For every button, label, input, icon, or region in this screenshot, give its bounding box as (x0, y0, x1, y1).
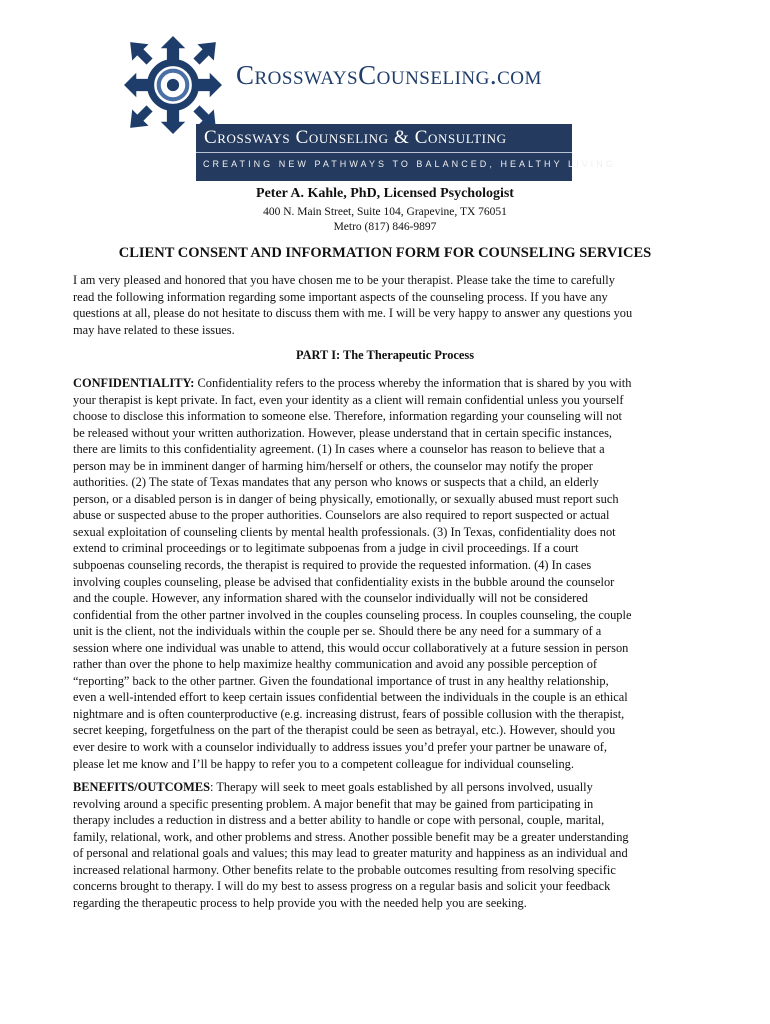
intro-paragraph (73, 272, 703, 338)
confidentiality-line: and the couple. However, any information shared with the counselor individually will not be considered (73, 591, 588, 606)
benefits-line: family, relational, work, and other problems and stress. Another possible benefit may be a greater understanding (73, 829, 629, 844)
benefits-heading: BENEFITS/OUTCOMES (73, 780, 211, 794)
benefits-line: increased relational harmony. Other benefits relate to the probable outcomes resulting from resolving specific (73, 862, 616, 877)
confidentiality-line: person, or a disabled person is in danger of being physically, emotionally, or sexually abused must report such (73, 491, 619, 506)
crossways-logo-icon (122, 34, 224, 136)
banner-divider (196, 152, 572, 153)
office-address: 400 N. Main Street, Suite 104, Grapevine, TX 76051 (263, 206, 507, 218)
confidentiality-line: your therapist is kept private. In fact, even your identity as a client will remain confidential unless you yourself (73, 392, 624, 407)
confidentiality-line: involving couples counseling, please be advised that confidentiality exists in the bubble around the counselor (73, 574, 615, 589)
confidentiality-paragraph (73, 375, 703, 772)
psychologist-name: Peter A. Kahle, PhD, Licensed Psychologist (256, 186, 514, 201)
confidentiality-line: there are limits to this confidentiality agreement. (1) In cases where a counselor has reason to believe that a (73, 442, 605, 457)
confidentiality-line: please let me know and I’ll be happy to refer you to a competent colleague for individual counseling. (73, 756, 574, 771)
confidentiality-line: choose to disclose this information to someone else. Therefore, information regarding your counseling will not (73, 409, 622, 424)
confidentiality-line: sexual exploitation of counseling clients by mental health professionals. (3) In Texas, confidentiality does not (73, 524, 616, 539)
site-name: CrosswaysCounseling.com (236, 60, 542, 90)
banner-title: Crossways Counseling & Consulting (204, 127, 507, 148)
benefits-text: : Therapy will seek to meet goals established by all persons involved, usually (210, 780, 593, 794)
benefits-paragraph (73, 779, 703, 911)
intro-line: read the following information regarding some important aspects of the counseling process. If you have any (73, 289, 608, 304)
confidentiality-line: even a well-intended effort to keep certain issues confidential between the individuals in the couple is an ethical (73, 690, 628, 705)
benefits-line: regarding the therapeutic process to help provide you with the needed help you are seeking. (73, 895, 527, 910)
confidentiality-line: session where one individual was unable to attend, this would occur collaboratively at a future session in person (73, 640, 629, 655)
part-title: PART I: The Therapeutic Process (295, 348, 475, 362)
confidentiality-line: unit is the client, not the individuals within the couple per se. Should there be any need for a summary of a (73, 624, 602, 639)
confidentiality-line: confidential from the other partner involved in the couples counseling process. In couples counseling, the couple (73, 607, 632, 622)
confidentiality-line: authorities. (2) The state of Texas mandates that any person who knows or suspects that a child, an elderly (73, 475, 599, 490)
confidentiality-line: abuse or suspected abuse to the proper authorities. Counselors are also required to report suspected or actual (73, 508, 610, 523)
confidentiality-line: “reporting” back to the other partner. Given the foundational importance of trust in any healthy relationship, (73, 673, 609, 688)
benefits-line: therapy includes a reduction in distress and a better ability to handle or cope with personal, couple, marital, (73, 813, 605, 828)
intro-line: may have related to these issues. (73, 322, 235, 337)
confidentiality-heading: CONFIDENTIALITY: (73, 376, 195, 390)
form-title: CLIENT CONSENT AND INFORMATION FORM FOR COUNSELING SERVICES (118, 245, 652, 261)
brand-banner (196, 124, 616, 181)
confidentiality-line: person may be in imminent danger of harming him/herself or others, the counselor may notify the proper (73, 458, 593, 473)
benefits-line: revolving around a specific presenting problem. A major benefit that may be gained from participating in (73, 796, 594, 811)
benefits-line (73, 779, 703, 796)
confidentiality-line: subpoenas counseling records, the therapist is required to provide the requested information. (4) In cases (73, 558, 592, 573)
benefits-line: concerns brought to therapy. I will do my best to assess progress on a regular basis and solicit your feedback (73, 879, 611, 894)
banner-tagline: CREATING NEW PATHWAYS TO BALANCED, HEALTHY LIVING (203, 159, 616, 169)
confidentiality-line: ever desire to work with a counselor individually to address issues you’d prefer your partner be unaware of, (73, 740, 608, 755)
confidentiality-line: be released without your written authorization. However, please understand that in certain specific instances, (73, 425, 612, 440)
confidentiality-line: nightmare and is often counterproductive (e.g. increasing distrust, fears of possible collusion with the therapist, (73, 706, 625, 721)
intro-line: questions at all, please do not hesitate to discuss them with me. I will be very happy to answer any questions you (73, 306, 633, 321)
confidentiality-line: extend to criminal proceedings or to legitimate subpoenas from a judge in civil proceedings. If a court (73, 541, 579, 556)
intro-line: I am very pleased and honored that you have chosen me to be your therapist. Please take the time to carefully (73, 273, 615, 287)
confidentiality-text: Confidentiality refers to the process whereby the information that is shared by you with (194, 376, 632, 390)
confidentiality-line (73, 375, 703, 392)
benefits-line: of personal and relational goals and values; this may lead to greater maturity and happiness as an individual and (73, 846, 628, 861)
office-phone: Metro (817) 846-9897 (333, 221, 437, 233)
confidentiality-line: rather than over the phone to help maximize healthy communication and avoid any possible perception of (73, 657, 598, 672)
confidentiality-line: secret keeping, forgetfulness on the part of the therapist could be seen as betrayal, etc.). However, should you (73, 723, 616, 738)
